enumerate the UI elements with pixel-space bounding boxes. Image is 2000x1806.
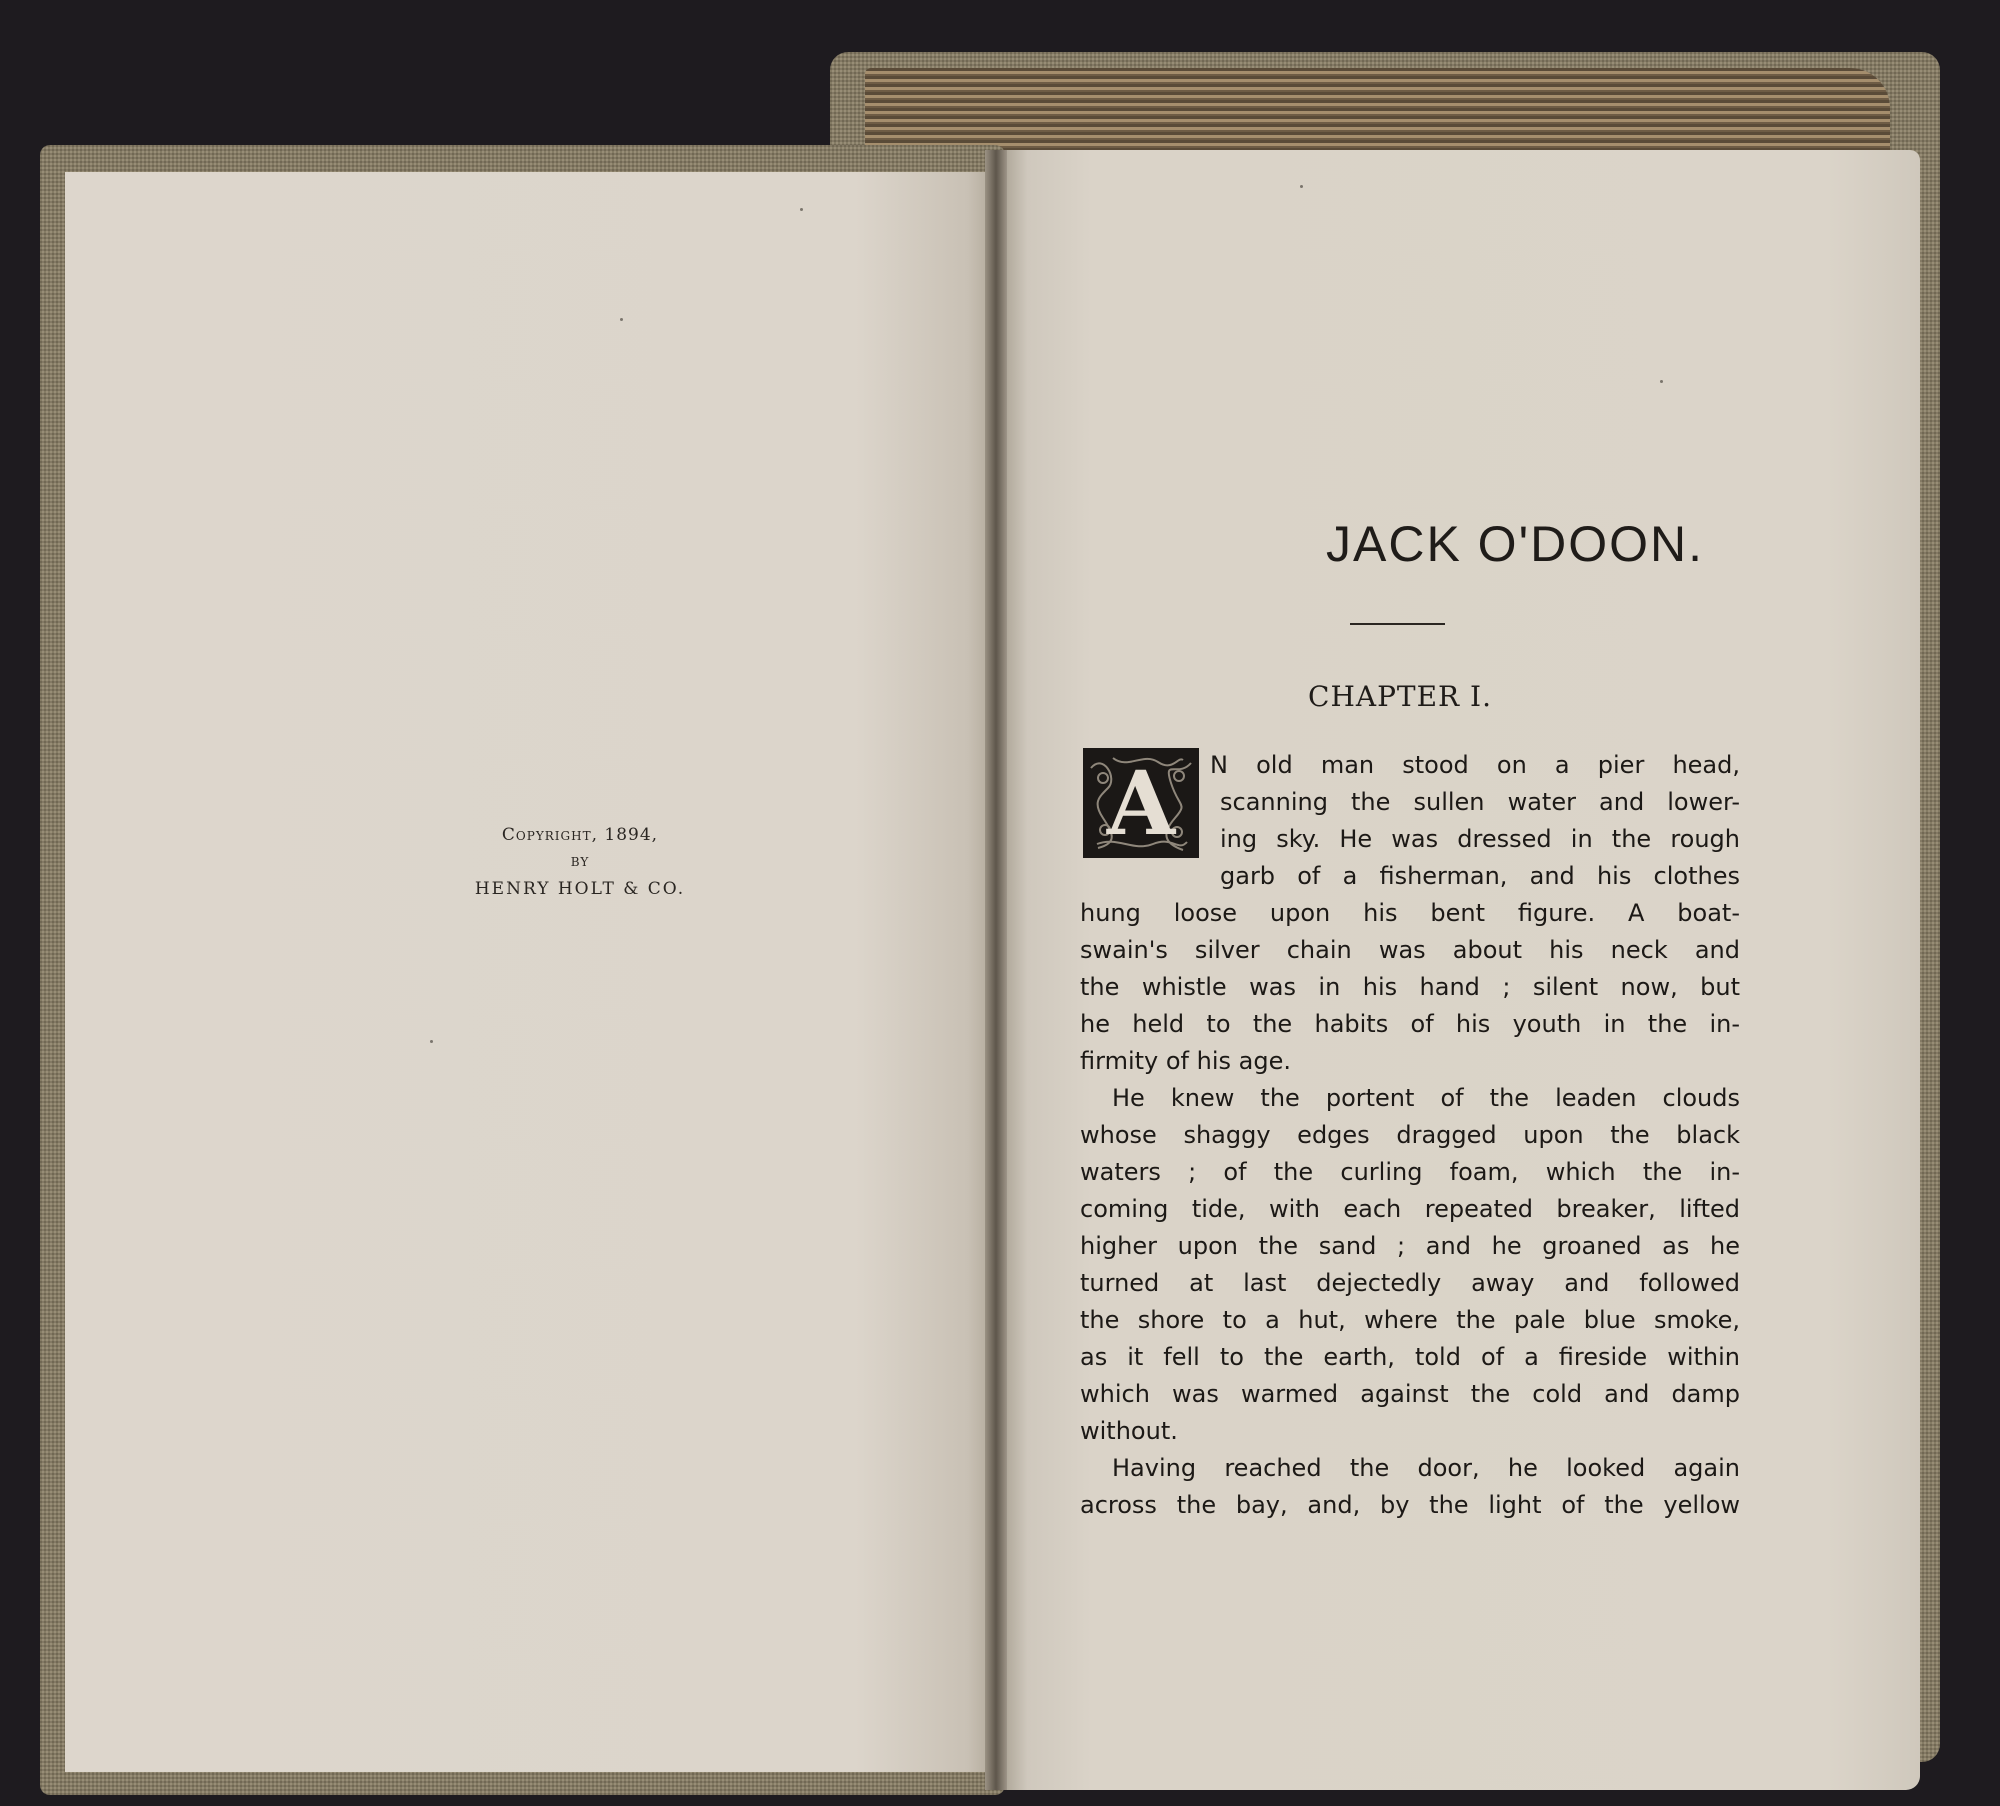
ornamental-drop-cap bbox=[1083, 748, 1199, 858]
paper-speck bbox=[620, 318, 623, 321]
text-line: the shore to a hut, where the pale blue smoke, bbox=[1080, 1306, 1740, 1334]
text-line: the whistle was in his hand ; silent now, but bbox=[1080, 973, 1740, 1001]
text-line: He knew the portent of the leaden clouds bbox=[1112, 1084, 1740, 1112]
text-line: firmity of his age. bbox=[1080, 1047, 1291, 1075]
chapter-heading: CHAPTER I. bbox=[1308, 680, 1492, 713]
text-line: waters ; of the curling foam, which the in- bbox=[1080, 1158, 1740, 1186]
drop-cap-letter: A bbox=[1106, 751, 1176, 855]
text-line: higher upon the sand ; and he groaned as he bbox=[1080, 1232, 1740, 1260]
text-line: N old man stood on a pier head, bbox=[1210, 751, 1740, 779]
by-line: BY bbox=[570, 855, 590, 869]
left-page bbox=[65, 172, 995, 1772]
paper-speck bbox=[1300, 185, 1303, 188]
text-line: across the bay, and, by the light of the yellow bbox=[1080, 1491, 1740, 1519]
text-line: ing sky. He was dressed in the rough bbox=[1220, 825, 1740, 853]
text-line: Having reached the door, he looked again bbox=[1112, 1454, 1740, 1482]
text-line: garb of a fisherman, and his clothes bbox=[1220, 862, 1740, 890]
publisher-name: HENRY HOLT & CO. bbox=[474, 879, 686, 899]
text-line: without. bbox=[1080, 1417, 1178, 1445]
copyright-line: Copyright, 1894, bbox=[501, 825, 659, 845]
title-rule bbox=[1350, 623, 1445, 625]
text-line: which was warmed against the cold and damp bbox=[1080, 1380, 1740, 1408]
text-line: turned at last dejectedly away and followed bbox=[1080, 1269, 1740, 1297]
text-line: as it fell to the earth, told of a fireside within bbox=[1080, 1343, 1740, 1371]
copyright-block bbox=[395, 825, 765, 899]
book-title: JACK O'DOON. bbox=[1325, 516, 1705, 572]
book-gutter bbox=[985, 150, 1007, 1790]
text-line: swain's silver chain was about his neck and bbox=[1080, 936, 1740, 964]
text-line: whose shaggy edges dragged upon the black bbox=[1080, 1121, 1740, 1149]
text-line: coming tide, with each repeated breaker, lifted bbox=[1080, 1195, 1740, 1223]
paper-speck bbox=[1660, 380, 1663, 383]
paper-speck bbox=[430, 1040, 433, 1043]
text-line: he held to the habits of his youth in the in- bbox=[1080, 1010, 1740, 1038]
paper-speck bbox=[800, 208, 803, 211]
text-line: hung loose upon his bent figure. A boat- bbox=[1080, 899, 1740, 927]
text-line: scanning the sullen water and lower- bbox=[1220, 788, 1740, 816]
